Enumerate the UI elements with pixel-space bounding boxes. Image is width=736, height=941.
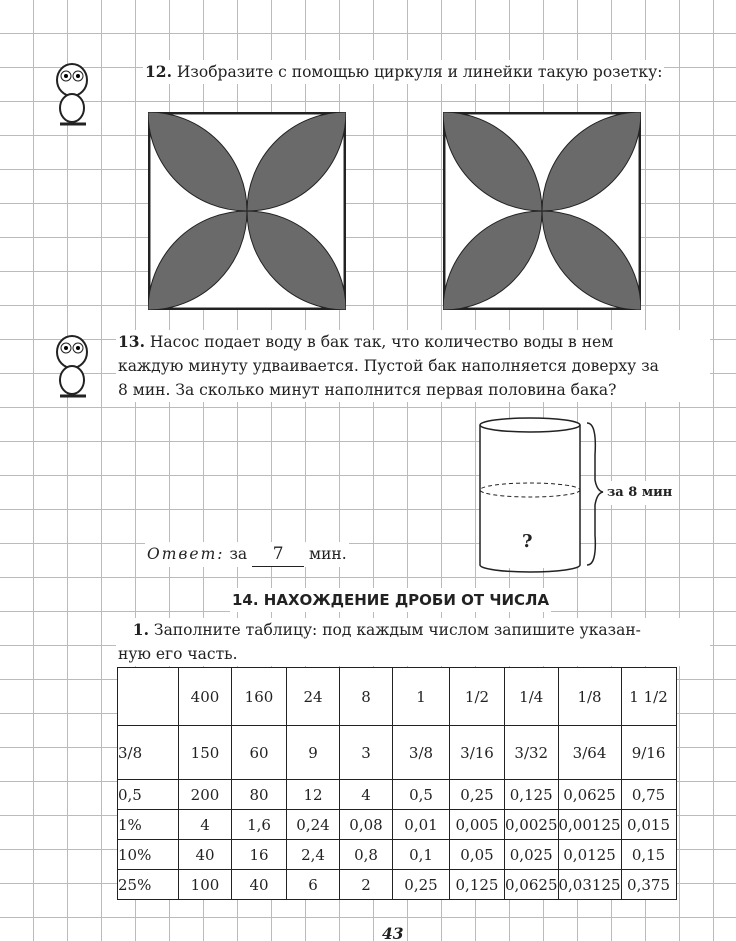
table-row (118, 726, 677, 780)
table-cell[interactable]: 3/16 (450, 726, 505, 780)
table-cell[interactable]: 150 (179, 726, 232, 780)
table-cell[interactable]: 40 (179, 840, 232, 870)
table-cell[interactable]: 0,125 (505, 780, 559, 810)
table-cell[interactable]: 16 (232, 840, 287, 870)
table-cell[interactable]: 9/16 (621, 726, 676, 780)
task13-text: 13. Насос подает воду в бак так, что количество воды в нем каждую минуту удваивается. Пустой бак наполняется доверху за 8 мин. За сколько минут наполнится первая половина бака? (116, 330, 710, 402)
table-cell[interactable]: 0,0625 (558, 780, 621, 810)
table-cell[interactable]: 80 (232, 780, 287, 810)
table-cell[interactable]: 0,25 (450, 780, 505, 810)
answer-field[interactable]: 7 (252, 542, 304, 567)
table-cell[interactable]: 0,0125 (558, 840, 621, 870)
table-cell[interactable]: 0,05 (450, 840, 505, 870)
table-cell[interactable]: 4 (340, 780, 393, 810)
table-row (118, 810, 677, 840)
table-cell[interactable]: 0,1 (393, 840, 450, 870)
table-cell[interactable]: 0,08 (340, 810, 393, 840)
tank-question: ? (522, 531, 533, 552)
table-cell[interactable]: 200 (179, 780, 232, 810)
table-cell: 24 (287, 668, 340, 726)
table-cell[interactable]: 9 (287, 726, 340, 780)
table-cell[interactable]: 0,00125 (558, 810, 621, 840)
fractions-table (117, 667, 677, 900)
table-cell[interactable]: 3/64 (558, 726, 621, 780)
table-cell[interactable]: 4 (179, 810, 232, 840)
table-cell[interactable]: 0,75 (621, 780, 676, 810)
table-cell[interactable]: 100 (179, 870, 232, 900)
table-cell[interactable]: 60 (232, 726, 287, 780)
table-cell: 400 (179, 668, 232, 726)
table-cell[interactable]: 0,375 (621, 870, 676, 900)
table-cell[interactable]: 0,0625 (505, 870, 559, 900)
table-cell[interactable]: 0,125 (450, 870, 505, 900)
table-cell: 1 1/2 (621, 668, 676, 726)
table-cell: 8 (340, 668, 393, 726)
owl-icon (52, 330, 92, 400)
answer-line: Ответ: за 7 мин. (145, 542, 349, 567)
table-cell[interactable]: 0,0025 (505, 810, 559, 840)
table-cell[interactable]: 40 (232, 870, 287, 900)
table-cell[interactable]: 3 (340, 726, 393, 780)
tank-label: за 8 мин (605, 481, 674, 505)
table-cell[interactable]: 1,6 (232, 810, 287, 840)
rosette-sample (148, 112, 346, 310)
table-cell[interactable]: 0,01 (393, 810, 450, 840)
table-cell[interactable]: 0,8 (340, 840, 393, 870)
row-label-cell (118, 668, 179, 726)
table-cell[interactable]: 0,5 (393, 780, 450, 810)
table-cell[interactable]: 3/32 (505, 726, 559, 780)
table-cell[interactable]: 12 (287, 780, 340, 810)
table-header-row (118, 668, 677, 726)
table-cell: 1 (393, 668, 450, 726)
table-cell[interactable]: 0,005 (450, 810, 505, 840)
table-cell: 160 (232, 668, 287, 726)
table-cell[interactable]: 0,24 (287, 810, 340, 840)
rosette-drawn (443, 112, 641, 310)
table-cell[interactable]: 0,025 (505, 840, 559, 870)
row-label-cell: 0,5 (118, 780, 179, 810)
table-cell[interactable]: 2,4 (287, 840, 340, 870)
row-label-cell: 1% (118, 810, 179, 840)
table-cell[interactable]: 3/8 (393, 726, 450, 780)
table-row (118, 870, 677, 900)
table-row (118, 780, 677, 810)
page-number: 43 (380, 922, 406, 941)
table-cell: 1/8 (558, 668, 621, 726)
table-cell[interactable]: 0,25 (393, 870, 450, 900)
row-label-cell: 3/8 (118, 726, 179, 780)
table-cell[interactable]: 0,015 (621, 810, 676, 840)
row-label-cell: 10% (118, 840, 179, 870)
table-cell: 1/4 (505, 668, 559, 726)
table-cell[interactable]: 0,15 (621, 840, 676, 870)
table-cell: 1/2 (450, 668, 505, 726)
task12-text: 12. Изобразите с помощью циркуля и линейки такую розетку: (143, 60, 664, 84)
row-label-cell: 25% (118, 870, 179, 900)
table-cell[interactable]: 2 (340, 870, 393, 900)
table-cell[interactable]: 6 (287, 870, 340, 900)
table-row (118, 840, 677, 870)
section-title: 14. НАХОЖДЕНИЕ ДРОБИ ОТ ЧИСЛА (230, 588, 551, 612)
owl-icon (52, 58, 92, 128)
task1-text: 1. Заполните таблицу: под каждым числом запишите указан- ную его часть. (116, 618, 710, 666)
table-cell[interactable]: 0,03125 (558, 870, 621, 900)
